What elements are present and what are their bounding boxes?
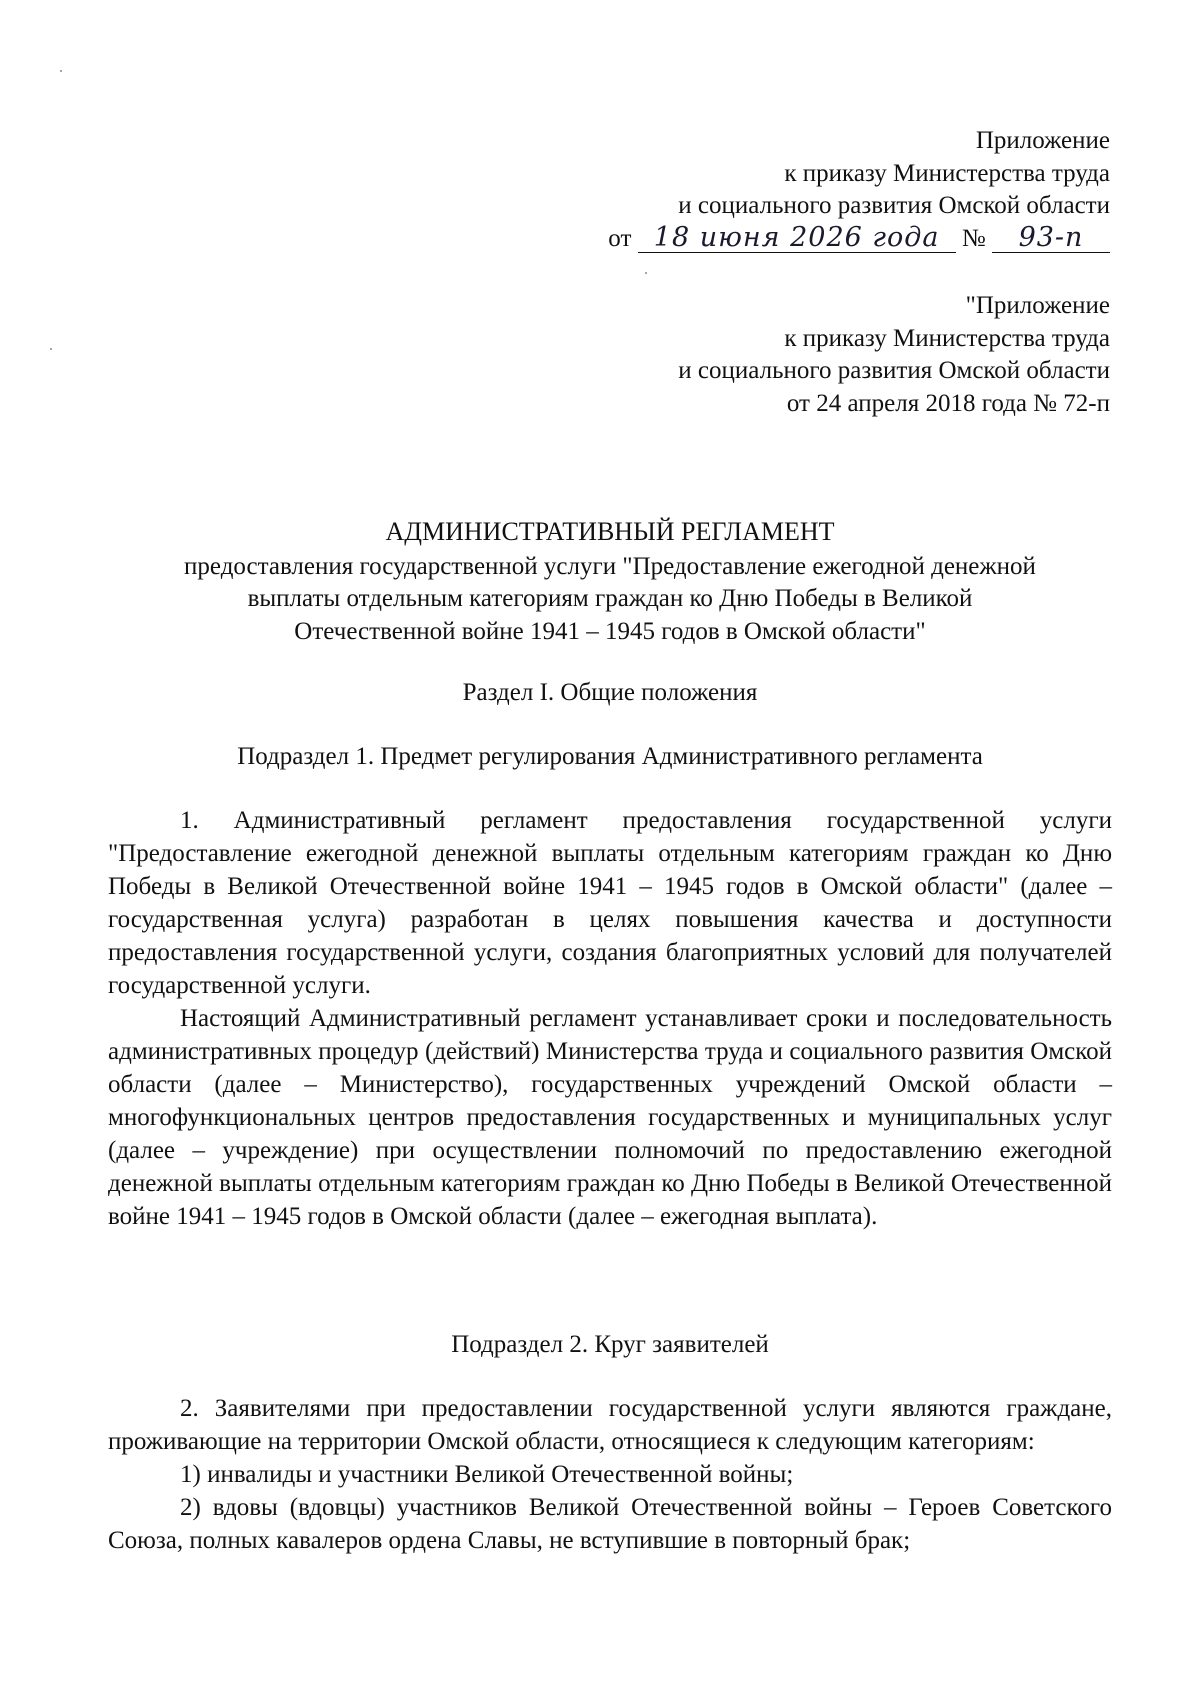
document-title [110,516,1110,648]
previous-appendix-date-line: от 24 апреля 2018 года № 72-п [786,389,1110,417]
appendix-order-line: к приказу Министерства труда [784,159,1110,187]
paragraph-1: 1. Административный регламент предоставления государственной услуги "Предоставление ежегодной денежной выплаты отдельным категориям граждан ко Дню Победы в Великой Отечественной войне 1941 – 1945 годов в Омской области" (далее – государственная услуга) разработан в целях повышения качества и доступности предоставления государственной услуги, создания благоприятных условий для получателей государственной услуги. [108,807,1112,999]
previous-appendix-header [678,290,1110,420]
title-subtitle-line-2: выплаты отдельным категориям граждан ко Дню Победы в Великой [247,585,973,612]
subsection-1-heading: Подраздел 1. Предмет регулирования Административного регламента [237,743,983,770]
handwritten-date-field [638,221,956,253]
list-item-1: 1) инвалиды и участники Великой Отечественной войны; [180,1461,794,1488]
handwritten-number-field [992,221,1110,253]
subsection-2-body [108,1392,1112,1557]
scan-speck [50,348,52,350]
date-prefix: от [608,224,632,252]
previous-appendix-order-line: к приказу Министерства труда [784,324,1110,352]
title-main: АДМИНИСТРАТИВНЫЙ РЕГЛАМЕНТ [385,517,835,546]
title-subtitle-line-3: Отечественной войне 1941 – 1945 годов в Омской области" [294,617,926,645]
previous-appendix-label: "Приложение [965,292,1110,319]
subsection-1-body [108,804,1112,1233]
list-item-2: 2) вдовы (вдовцы) участников Великой Отечественной войны – Героев Советского Союза, полных кавалеров ордена Славы, не вступившие в повторный брак; [108,1494,1112,1554]
paragraph-applicants: 2. Заявителями при предоставлении государственной услуги являются граждане, проживающие на территории Омской области, относящиеся к следующим категориям: [108,1395,1112,1455]
paragraph-2: Настоящий Административный регламент устанавливает сроки и последовательность административных процедур (действий) Министерства труда и социального развития Омской области (далее – Министерство), государственных учреждений Омской области – многофункциональных центров предоставления государственных и муниципальных услуг (далее – учреждение) при осуществлении полномочий по предоставлению ежегодной денежной выплаты отдельным категориям граждан ко Дню Победы в Великой Отечественной войне 1941 – 1945 годов в Омской области (далее – ежегодная выплата). [108,1005,1112,1230]
number-sign: № [961,224,986,252]
previous-appendix-ministry-line: и социального развития Омской области [678,357,1110,384]
appendix-label: Приложение [975,127,1110,154]
handwritten-number: 93-п [1018,221,1084,253]
subsection-2-heading: Подраздел 2. Круг заявителей [451,1331,769,1358]
scan-speck [60,70,62,72]
appendix-ministry-line: и социального развития Омской области [678,192,1110,219]
section-heading: Раздел I. Общие положения [462,679,758,706]
appendix-date-number-line [608,223,1110,256]
title-subtitle-line-1: предоставления государственной услуги "Предоставление ежегодной денежной [184,552,1036,580]
appendix-header [608,125,1110,255]
handwritten-date: 18 июня 2026 года [653,221,940,253]
scan-speck [645,272,647,274]
